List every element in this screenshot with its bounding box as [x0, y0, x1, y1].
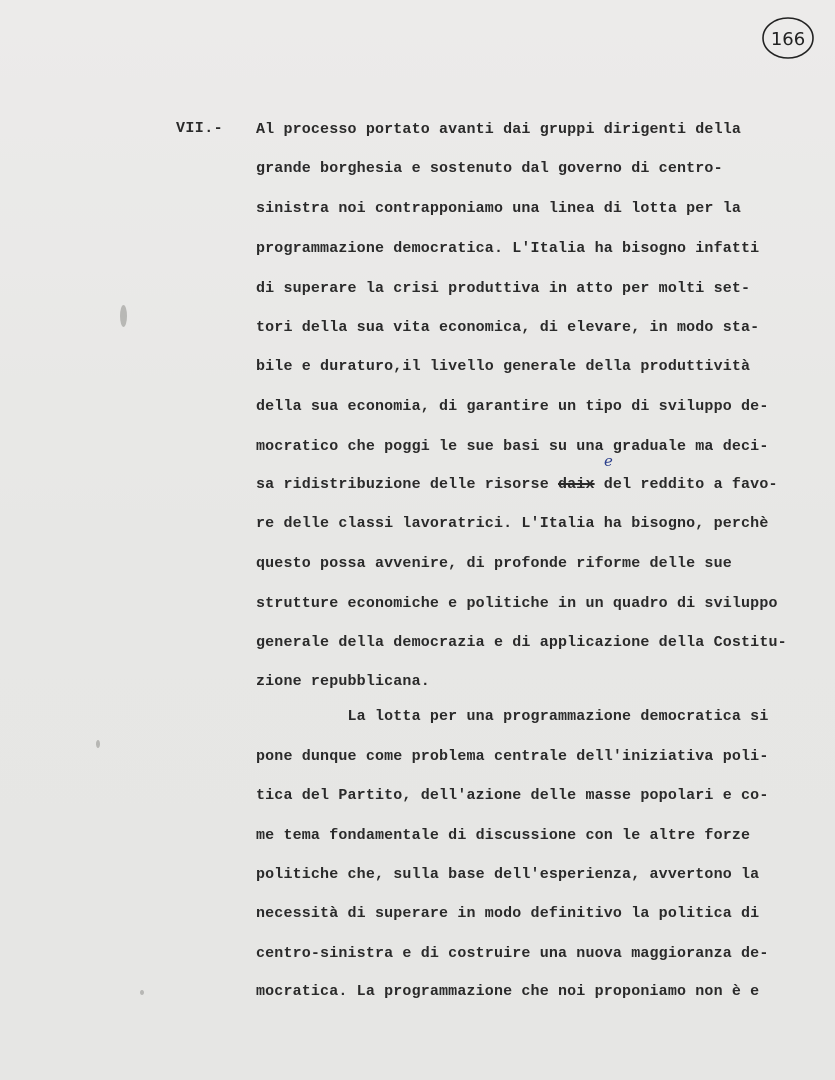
text-line: La lotta per una programmazione democratica si [256, 708, 769, 725]
struck-out-word: daix [558, 476, 595, 493]
text-segment: sa ridistribuzione delle risorse [256, 476, 558, 493]
text-line: mocratico che poggi le sue basi su una graduale ma deci- [256, 438, 769, 455]
text-line: programmazione democratica. L'Italia ha bisogno infatti [256, 240, 760, 257]
scan-speck [96, 740, 100, 748]
text-line: bile e duraturo,il livello generale della produttività [256, 358, 751, 375]
scan-speck [120, 305, 127, 327]
section-number: VII.- [176, 120, 224, 137]
text-line: questo possa avvenire, di profonde riforme delle sue [256, 555, 732, 572]
text-line: me tema fondamentale di discussione con le altre forze [256, 827, 751, 844]
text-line: tori della sua vita economica, di elevare, in modo sta- [256, 319, 760, 336]
handwritten-correction: e [604, 452, 613, 470]
text-line: mocratica. La programmazione che noi proponiamo non è e [256, 983, 760, 1000]
text-line: strutture economiche e politiche in un quadro di sviluppo [256, 595, 778, 612]
text-line: centro-sinistra e di costruire una nuova maggioranza de- [256, 945, 769, 962]
text-line: sinistra noi contrapponiamo una linea di lotta per la [256, 200, 742, 217]
page-number-stamp [760, 14, 816, 62]
text-line: di superare la crisi produttiva in atto per molti set- [256, 280, 751, 297]
text-line: politiche che, sulla base dell'esperienza, avvertono la [256, 866, 760, 883]
scan-speck [140, 990, 144, 995]
text-line: della sua economia, di garantire un tipo di sviluppo de- [256, 398, 769, 415]
page-number: 166 [770, 29, 806, 50]
text-line: generale della democrazia e di applicazione della Costitu- [256, 634, 787, 651]
text-segment: del reddito a favo- [594, 476, 778, 493]
text-line: Al processo portato avanti dai gruppi dirigenti della [256, 121, 742, 138]
text-line: re delle classi lavoratrici. L'Italia ha bisogno, perchè [256, 515, 769, 532]
text-line: necessità di superare in modo definitivo la politica di [256, 905, 760, 922]
text-line: grande borghesia e sostenuto dal governo di centro- [256, 160, 723, 177]
text-line-with-correction [256, 475, 778, 495]
text-line: tica del Partito, dell'azione delle masse popolari e co- [256, 787, 769, 804]
text-line: zione repubblicana. [256, 673, 430, 690]
text-line: pone dunque come problema centrale dell'iniziativa poli- [256, 748, 769, 765]
